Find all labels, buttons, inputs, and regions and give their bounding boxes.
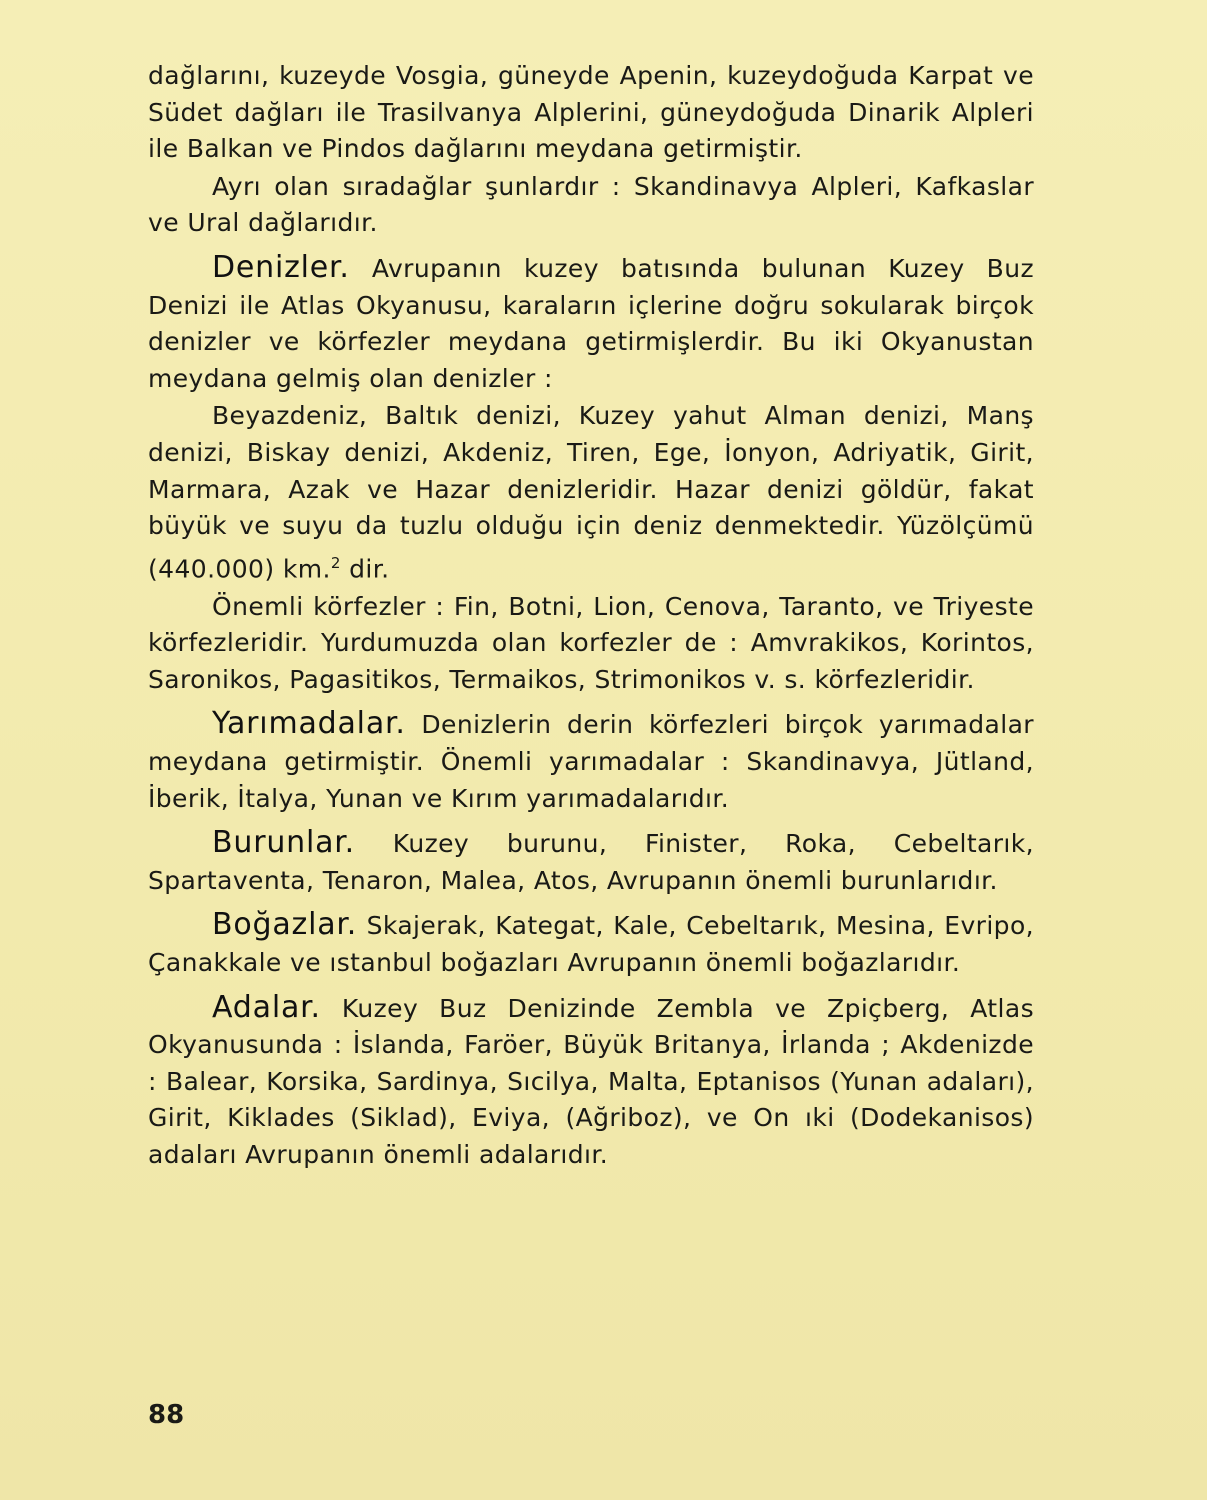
bogazlar-text: Skajerak, Kategat, Kale, Cebeltarık, Mesina, Evripo, Çanakkale ve ıstanbul boğazları Avrupanın önemli boğazlarıdır. (148, 911, 1034, 977)
page-number: 88 (148, 1400, 185, 1430)
adalar-text: Kuzey Buz Denizinde Zembla ve Zpiçberg, Atlas Okyanusunda : İslanda, Faröer, Büyük Britanya, İrlanda ; Akdenizde : Balear, Korsika, Sardinya, Sıcilya, Malta, Eptanisos (Yunan adaları), Girit, Kiklades (Siklad), Eviya, (Ağriboz), ve On ıki (Dodekanisos) adaları Avrupanın önemli adalarıdır. (148, 993, 1034, 1169)
paragraph-mountains-continued: dağlarını, kuzeyde Vosgia, güneyde Apenin, kuzeydoğuda Karpat ve Südet dağları ile Trasilvanya Alplerini, güneydoğuda Dinarik Alpleri ile Balkan ve Pindos dağlarını meydana getirmiştir. (148, 61, 1034, 164)
paragraph-gulfs: Önemli körfezler : Fin, Botni, Lion, Cenova, Taranto, ve Triyeste körfezleridir. Yurdumuzda olan korfezler de : Amvrakikos, Korintos, Saronikos, Pagasitikos, Termaikos, Strimonikos v. s. körfezleridir. (148, 591, 1034, 694)
denizler-text: Avrupanın kuzey batısında bulunan Kuzey Buz Denizi ile Atlas Okyanusu, karaların içlerine doğru sokularak birçok denizler ve körfezler meydana getirmişlerdir. Bu iki Okyanustan meydana gelmiş olan denizler : (148, 253, 1034, 393)
heading-burunlar: Burunlar. (212, 825, 355, 861)
heading-adalar: Adalar. (212, 989, 321, 1025)
heading-denizler: Denizler. (212, 249, 350, 285)
heading-yarimadalar: Yarımadalar. (212, 706, 406, 742)
heading-bogazlar: Boğazlar. (212, 907, 358, 943)
seas-list-end: dir. (340, 554, 390, 584)
burunlar-text: Kuzey burunu, Finister, Roka, Cebeltarık, Spartaventa, Tenaron, Malea, Atos, Avrupanın önemli burunlarıdır. (148, 829, 1034, 895)
section-yarimadalar (148, 706, 1034, 817)
paragraph-seas-list (148, 398, 1034, 587)
paragraph-separate-ranges: Ayrı olan sıradağlar şunlardır : Skandinavya Alpleri, Kafkaslar ve Ural dağlarıdır. (148, 171, 1034, 238)
yarimadalar-text: Denizlerin derin körfezleri birçok yarımadalar meydana getirmiştir. Önemli yarımadalar : Skandinavya, Jütland, İberik, İtalya, Yunan ve Kırım yarımadalarıdır. (148, 710, 1034, 813)
section-burunlar (148, 825, 1034, 899)
section-denizler (148, 250, 1034, 397)
superscript-2: 2 (330, 553, 341, 572)
page-body (148, 58, 1034, 1175)
section-bogazlar (148, 907, 1034, 981)
seas-list-text: Beyazdeniz, Baltık denizi, Kuzey yahut Alman denizi, Manş denizi, Biskay denizi, Akdeniz, Tiren, Ege, İonyon, Adriyatik, Girit, Marmara, Azak ve Hazar denizleridir. Hazar denizi göldür, fakat büyük ve suyu da tuzlu olduğu için deniz denmektedir. Yüzölçümü (440.000) km. (148, 401, 1034, 584)
section-adalar (148, 990, 1034, 1174)
